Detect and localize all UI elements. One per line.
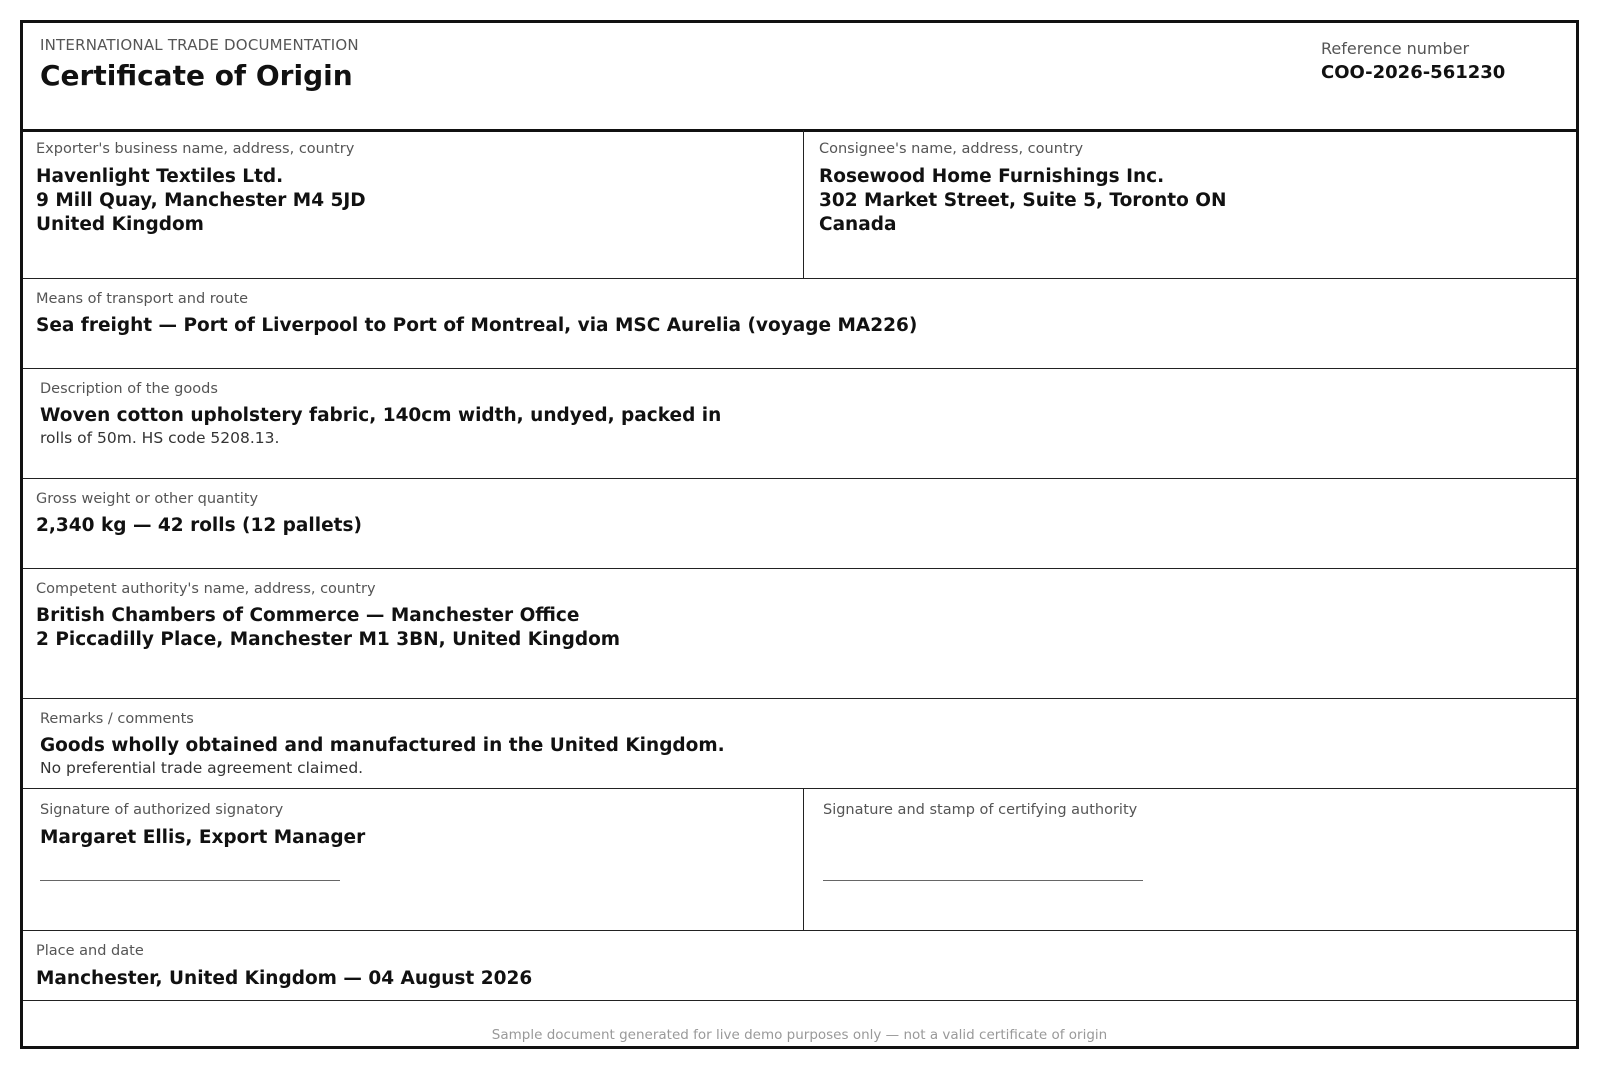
goods-description-continued: rolls of 50m. HS code 5208.13. [40, 429, 280, 447]
signatory-signature-line [40, 880, 340, 881]
row-divider-1 [23, 278, 1576, 279]
row-divider-8 [23, 1000, 1576, 1001]
parties-divider [803, 130, 804, 278]
signatory-name: Margaret Ellis, Export Manager [40, 827, 366, 848]
remarks-value: Goods wholly obtained and manufactured in the United Kingdom. [40, 735, 725, 756]
goods-label: Description of the goods [40, 381, 218, 397]
row-divider-7 [23, 930, 1576, 931]
row-divider-6 [23, 788, 1576, 789]
authority-label: Competent authority's name, address, country [36, 581, 376, 597]
footer-note: Sample document generated for live demo purposes only — not a valid certificate of origin [491, 1027, 1108, 1043]
consignee-name: Rosewood Home Furnishings Inc. [819, 166, 1165, 187]
transport-label: Means of transport and route [36, 291, 249, 307]
row-divider-2 [23, 368, 1576, 369]
exporter-address: 9 Mill Quay, Manchester M4 5JD [36, 190, 366, 211]
goods-description: Woven cotton upholstery fabric, 140cm width, undyed, packed in [40, 405, 722, 426]
certifying-signature-line [823, 880, 1143, 881]
consignee-label: Consignee's name, address, country [819, 141, 1084, 157]
signatory-label: Signature of authorized signatory [40, 802, 284, 818]
row-divider-5 [23, 698, 1576, 699]
place-date-label: Place and date [36, 943, 144, 959]
quantity-value: 2,340 kg — 42 rolls (12 pallets) [36, 515, 362, 536]
certifying-label: Signature and stamp of certifying authority [823, 802, 1138, 818]
document-category: INTERNATIONAL TRADE DOCUMENTATION [40, 36, 359, 54]
certificate-frame [20, 20, 1579, 1049]
place-date-value: Manchester, United Kingdom — 04 August 2026 [36, 968, 533, 989]
signature-divider [803, 789, 804, 930]
quantity-label: Gross weight or other quantity [36, 491, 259, 507]
authority-name: British Chambers of Commerce — Manchester Office [36, 605, 580, 626]
row-divider-3 [23, 478, 1576, 479]
authority-address: 2 Piccadilly Place, Manchester M1 3BN, United Kingdom [36, 629, 621, 650]
header-divider [23, 129, 1576, 132]
page-title: Certificate of Origin [40, 59, 353, 92]
reference-label: Reference number [1321, 39, 1470, 58]
reference-number: COO-2026-561230 [1321, 62, 1506, 83]
remarks-label: Remarks / comments [40, 711, 194, 727]
row-divider-4 [23, 568, 1576, 569]
exporter-name: Havenlight Textiles Ltd. [36, 166, 284, 187]
exporter-country: United Kingdom [36, 214, 204, 235]
consignee-country: Canada [819, 214, 897, 235]
exporter-label: Exporter's business name, address, country [36, 141, 355, 157]
transport-value: Sea freight — Port of Liverpool to Port of Montreal, via MSC Aurelia (voyage MA226) [36, 315, 918, 336]
consignee-address: 302 Market Street, Suite 5, Toronto ON [819, 190, 1227, 211]
remarks-continued: No preferential trade agreement claimed. [40, 759, 364, 777]
